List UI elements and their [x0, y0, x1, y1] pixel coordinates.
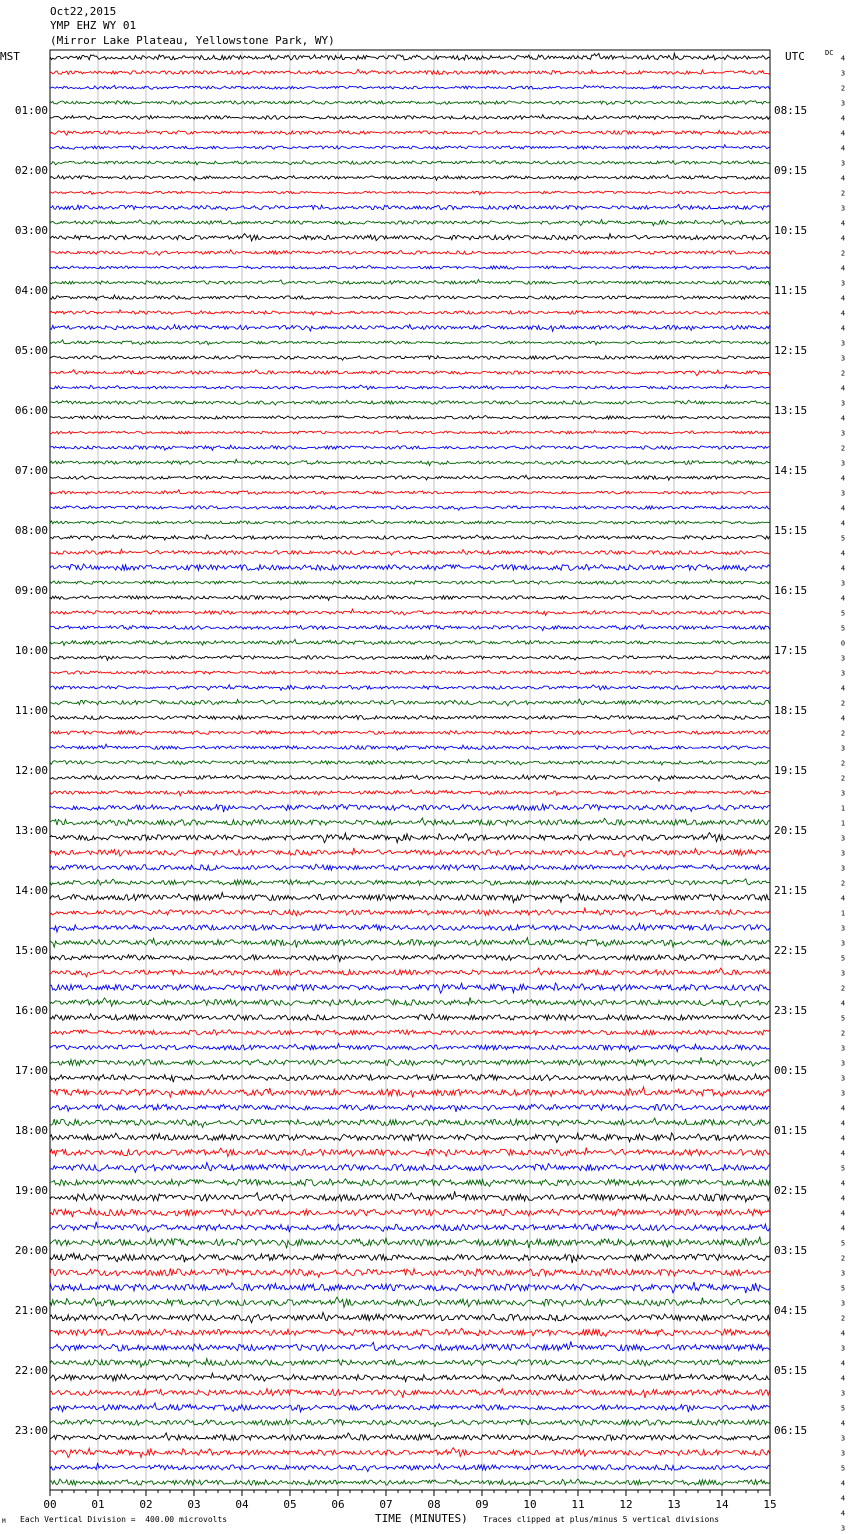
- trace-row: [50, 1282, 770, 1293]
- right-hour-label: 19:15: [774, 764, 808, 777]
- right-hour-label: 01:15: [774, 1124, 808, 1137]
- left-hour-label: 19:00: [14, 1184, 48, 1197]
- right-hour-label: 13:15: [774, 404, 808, 417]
- trace-row: [50, 699, 770, 706]
- trace-row: [50, 1118, 770, 1127]
- dc-offset-value: 3: [840, 834, 846, 843]
- trace-row: [50, 1359, 770, 1368]
- trace-row: [50, 564, 770, 571]
- left-hour-label: 14:00: [14, 884, 48, 897]
- left-hour-label: 16:00: [14, 1004, 48, 1017]
- right-hour-label: 14:15: [774, 464, 808, 477]
- trace-row: [50, 1389, 770, 1398]
- left-hour-label: 15:00: [14, 944, 48, 957]
- trace-row: [50, 1253, 770, 1263]
- dc-offset-value: 3: [840, 354, 846, 363]
- dc-offset-value: 4: [840, 1374, 846, 1383]
- trace-row: [50, 191, 770, 195]
- trace-row: [50, 908, 770, 916]
- trace-row: [50, 1222, 770, 1232]
- dc-offset-value: 5: [840, 1014, 846, 1023]
- dc-offset-value: 4: [840, 519, 846, 528]
- trace-row: [50, 804, 770, 812]
- trace-row: [50, 490, 770, 495]
- x-tick-label: 13: [667, 1498, 681, 1511]
- trace-row: [50, 938, 770, 948]
- left-hour-label: 13:00: [14, 824, 48, 837]
- left-hour-label: 18:00: [14, 1124, 48, 1137]
- trace-row: [50, 475, 770, 480]
- plot-frame: [50, 50, 770, 1490]
- trace-row: [50, 535, 770, 541]
- dc-offset-value: 3: [840, 459, 846, 468]
- dc-offset-value: 3: [840, 789, 846, 798]
- dc-offset-value: 4: [840, 384, 846, 393]
- left-hour-label: 07:00: [14, 464, 48, 477]
- trace-row: [50, 1420, 770, 1427]
- trace-row: [50, 385, 770, 390]
- right-hour-label: 18:15: [774, 704, 808, 717]
- left-hour-label: 06:00: [14, 404, 48, 417]
- x-tick-label: 00: [43, 1498, 57, 1511]
- station-code: YMP EHZ WY 01: [50, 19, 137, 32]
- dc-offset-value: 5: [840, 954, 846, 963]
- dc-offset-value: 3: [840, 864, 846, 873]
- dc-offset-value: 5: [840, 1464, 846, 1473]
- right-hour-label: 08:15: [774, 104, 808, 117]
- dc-offset-value: 4: [840, 1359, 846, 1368]
- dc-offset-value: 3: [840, 69, 846, 78]
- trace-row: [50, 685, 770, 691]
- dc-offset-value: 3: [840, 1449, 846, 1458]
- trace-row: [50, 506, 770, 510]
- dc-offset-value: 4: [840, 999, 846, 1008]
- left-hour-label: 10:00: [14, 644, 48, 657]
- x-tick-label: 03: [187, 1498, 201, 1511]
- trace-row: [50, 818, 770, 825]
- x-axis-title: TIME (MINUTES): [375, 1512, 468, 1525]
- dc-offset-value: 4: [840, 1104, 846, 1113]
- trace-row: [50, 864, 770, 870]
- dc-offset-value: 3: [840, 1524, 846, 1533]
- dc-offset-value: 2: [840, 774, 846, 783]
- trace-row: [50, 625, 770, 631]
- dc-offset-value: 5: [840, 1164, 846, 1173]
- right-hour-label: 11:15: [774, 284, 808, 297]
- dc-offset-value: 2: [840, 444, 846, 453]
- dc-offset-value: 4: [840, 264, 846, 273]
- trace-row: [50, 609, 770, 615]
- trace-row: [50, 1237, 770, 1248]
- trace-row: [50, 715, 770, 720]
- trace-row: [50, 356, 770, 361]
- dc-offset-value: 3: [840, 279, 846, 288]
- trace-row: [50, 204, 770, 210]
- right-hour-label: 10:15: [774, 224, 808, 237]
- dc-offset-value: 4: [840, 594, 846, 603]
- trace-row: [50, 580, 770, 585]
- trace-row: [50, 1014, 770, 1021]
- dc-offset-value: 3: [840, 924, 846, 933]
- dc-offset-value: 2: [840, 699, 846, 708]
- dc-offset-value: 5: [840, 1404, 846, 1413]
- dc-offset-value: 4: [840, 1494, 846, 1503]
- dc-offset-value: 3: [840, 1044, 846, 1053]
- trace-row: [50, 879, 770, 885]
- trace-row: [50, 445, 770, 450]
- trace-row: [50, 1268, 770, 1277]
- trace-row: [50, 549, 770, 555]
- trace-row: [50, 1373, 770, 1381]
- dc-offset-value: 2: [840, 1254, 846, 1263]
- dc-offset-value: 4: [840, 1179, 846, 1188]
- trace-row: [50, 670, 770, 674]
- dc-offset-value: 1: [840, 909, 846, 918]
- dc-offset-value: 3: [840, 849, 846, 858]
- left-hour-label: 21:00: [14, 1304, 48, 1317]
- trace-row: [50, 459, 770, 465]
- dc-offset-value: 4: [840, 174, 846, 183]
- x-tick-label: 15: [763, 1498, 777, 1511]
- dc-offset-value: 4: [840, 324, 846, 333]
- right-hour-label: 09:15: [774, 164, 808, 177]
- dc-offset-value: 4: [840, 714, 846, 723]
- dc-offset-value: 4: [840, 549, 846, 558]
- dc-offset-value: 2: [840, 1029, 846, 1038]
- right-hour-label: 21:15: [774, 884, 808, 897]
- right-hour-label: 16:15: [774, 584, 808, 597]
- right-hour-label: 15:15: [774, 524, 808, 537]
- trace-row: [50, 1104, 770, 1112]
- left-timezone-label: MST: [0, 50, 20, 63]
- plot-date: Oct22,2015: [50, 5, 117, 18]
- dc-offset-value: 4: [840, 1149, 846, 1158]
- trace-row: [50, 1133, 770, 1143]
- trace-row: [50, 520, 770, 524]
- trace-row: [50, 1179, 770, 1187]
- trace-row: [50, 101, 770, 105]
- dc-offset-value: 4: [840, 1329, 846, 1338]
- dc-offset-value: 4: [840, 1479, 846, 1488]
- dc-offset-value: 3: [840, 204, 846, 213]
- dc-offset-value: 4: [840, 1224, 846, 1233]
- dc-offset-value: 5: [840, 1239, 846, 1248]
- dc-offset-value: 5: [840, 1284, 846, 1293]
- x-tick-label: 11: [571, 1498, 585, 1511]
- dc-offset-value: 3: [840, 1074, 846, 1083]
- dc-offset-value: 0: [840, 639, 846, 648]
- trace-row: [50, 1433, 770, 1441]
- trace-row: [50, 145, 770, 150]
- left-hour-label: 23:00: [14, 1424, 48, 1437]
- x-tick-label: 01: [91, 1498, 105, 1511]
- station-location: (Mirror Lake Plateau, Yellowstone Park, WY): [50, 34, 335, 47]
- trace-row: [50, 656, 770, 661]
- trace-row: [50, 983, 770, 993]
- dc-column-label: DC: [825, 49, 834, 57]
- dc-offset-value: 3: [840, 939, 846, 948]
- left-hour-label: 17:00: [14, 1064, 48, 1077]
- dc-offset-value: 5: [840, 534, 846, 543]
- left-hour-label: 02:00: [14, 164, 48, 177]
- dc-offset-value: 3: [840, 489, 846, 498]
- trace-row: [50, 1448, 770, 1458]
- dc-offset-value: 1: [840, 819, 846, 828]
- trace-row: [50, 1030, 770, 1036]
- trace-row: [50, 1328, 770, 1336]
- trace-row: [50, 955, 770, 962]
- right-hour-label: 05:15: [774, 1364, 808, 1377]
- trace-row: [50, 280, 770, 286]
- dc-offset-value: 2: [840, 1314, 846, 1323]
- dc-offset-value: 2: [840, 249, 846, 258]
- dc-offset-value: 4: [840, 54, 846, 63]
- left-hour-label: 08:00: [14, 524, 48, 537]
- trace-row: [50, 53, 770, 60]
- trace-row: [50, 1163, 770, 1173]
- dc-offset-value: 4: [840, 114, 846, 123]
- trace-row: [50, 1209, 770, 1218]
- dc-offset-value: 4: [840, 564, 846, 573]
- dc-offset-value: 4: [840, 504, 846, 513]
- trace-row: [50, 1044, 770, 1052]
- trace-row: [50, 161, 770, 165]
- x-tick-label: 14: [715, 1498, 729, 1511]
- trace-row: [50, 639, 770, 645]
- dc-offset-value: 4: [840, 1209, 846, 1218]
- dc-offset-value: 4: [840, 414, 846, 423]
- trace-row: [50, 1074, 770, 1082]
- x-tick-label: 12: [619, 1498, 633, 1511]
- trace-row: [50, 340, 770, 345]
- left-hour-label: 01:00: [14, 104, 48, 117]
- dc-offset-value: 2: [840, 84, 846, 93]
- dc-offset-value: 1: [840, 804, 846, 813]
- x-tick-label: 05: [283, 1498, 297, 1511]
- trace-row: [50, 295, 770, 300]
- dc-offset-value: 3: [840, 99, 846, 108]
- trace-row: [50, 115, 770, 120]
- dc-offset-value: 3: [840, 1089, 846, 1098]
- trace-row: [50, 1403, 770, 1412]
- right-hour-label: 06:15: [774, 1424, 808, 1437]
- dc-offset-value: 3: [840, 1389, 846, 1398]
- dc-offset-value: 3: [840, 669, 846, 678]
- dc-offset-value: 3: [840, 399, 846, 408]
- right-hour-label: 03:15: [774, 1244, 808, 1257]
- dc-offset-value: 3: [840, 159, 846, 168]
- trace-row: [50, 250, 770, 255]
- trace-row: [50, 234, 770, 241]
- trace-row: [50, 130, 770, 135]
- left-hour-label: 05:00: [14, 344, 48, 357]
- trace-row: [50, 370, 770, 376]
- right-timezone-label: UTC: [785, 50, 805, 63]
- trace-row: [50, 310, 770, 315]
- dc-offset-value: 5: [840, 624, 846, 633]
- trace-row: [50, 596, 770, 601]
- dc-offset-value: 4: [840, 1509, 846, 1518]
- dc-offset-value: 2: [840, 189, 846, 198]
- dc-offset-value: 5: [840, 609, 846, 618]
- trace-row: [50, 175, 770, 180]
- trace-row: [50, 69, 770, 74]
- dc-offset-value: 4: [840, 1194, 846, 1203]
- trace-row: [50, 968, 770, 977]
- footer-mark: M: [2, 1518, 6, 1525]
- left-hour-label: 22:00: [14, 1364, 48, 1377]
- trace-row: [50, 924, 770, 932]
- dc-offset-value: 2: [840, 369, 846, 378]
- dc-offset-value: 4: [840, 684, 846, 693]
- trace-row: [50, 744, 770, 750]
- dc-offset-value: 3: [840, 1269, 846, 1278]
- left-hour-label: 09:00: [14, 584, 48, 597]
- trace-row: [50, 997, 770, 1006]
- dc-offset-value: 4: [840, 1419, 846, 1428]
- trace-row: [50, 1479, 770, 1485]
- right-hour-label: 04:15: [774, 1304, 808, 1317]
- dc-offset-value: 2: [840, 759, 846, 768]
- x-tick-label: 10: [523, 1498, 537, 1511]
- dc-offset-value: 3: [840, 429, 846, 438]
- x-tick-label: 06: [331, 1498, 345, 1511]
- dc-offset-value: 3: [840, 969, 846, 978]
- vertical-division-note: Each Vertical Division = 400.00 microvolts: [20, 1515, 228, 1524]
- left-hour-label: 12:00: [14, 764, 48, 777]
- x-tick-label: 02: [139, 1498, 153, 1511]
- trace-row: [50, 760, 770, 766]
- clipping-note: Traces clipped at plus/minus 5 vertical divisions: [483, 1515, 720, 1524]
- x-tick-label: 07: [379, 1498, 393, 1511]
- dc-offset-value: 3: [840, 1344, 846, 1353]
- trace-row: [50, 1148, 770, 1157]
- dc-offset-value: 4: [840, 474, 846, 483]
- trace-row: [50, 416, 770, 420]
- dc-offset-value: 3: [840, 1059, 846, 1068]
- dc-offset-value: 3: [840, 579, 846, 588]
- trace-row: [50, 775, 770, 781]
- trace-row: [50, 790, 770, 796]
- trace-row: [50, 1463, 770, 1472]
- dc-offset-value: 4: [840, 894, 846, 903]
- dc-offset-value: 3: [840, 339, 846, 348]
- left-hour-label: 20:00: [14, 1244, 48, 1257]
- right-hour-label: 22:15: [774, 944, 808, 957]
- right-hour-label: 20:15: [774, 824, 808, 837]
- dc-offset-value: 3: [840, 654, 846, 663]
- trace-row: [50, 1087, 770, 1098]
- dc-offset-value: 4: [840, 309, 846, 318]
- dc-offset-value: 3: [840, 1434, 846, 1443]
- x-tick-label: 08: [427, 1498, 441, 1511]
- left-hour-label: 04:00: [14, 284, 48, 297]
- trace-row: [50, 1312, 770, 1322]
- trace-row: [50, 400, 770, 405]
- trace-row: [50, 893, 770, 903]
- dc-offset-value: 4: [840, 144, 846, 153]
- left-hour-label: 11:00: [14, 704, 48, 717]
- dc-offset-value: 4: [840, 234, 846, 243]
- dc-offset-value: 3: [840, 744, 846, 753]
- right-hour-label: 23:15: [774, 1004, 808, 1017]
- dc-offset-value: 2: [840, 984, 846, 993]
- x-tick-label: 09: [475, 1498, 489, 1511]
- trace-row: [50, 1191, 770, 1202]
- dc-offset-value: 4: [840, 129, 846, 138]
- right-hour-label: 00:15: [774, 1064, 808, 1077]
- trace-row: [50, 1297, 770, 1307]
- x-tick-label: 04: [235, 1498, 249, 1511]
- dc-offset-value: 4: [840, 219, 846, 228]
- trace-row: [50, 833, 770, 843]
- dc-offset-value: 4: [840, 1134, 846, 1143]
- dc-offset-value: 2: [840, 879, 846, 888]
- left-hour-label: 03:00: [14, 224, 48, 237]
- dc-offset-value: 4: [840, 294, 846, 303]
- dc-offset-value: 2: [840, 729, 846, 738]
- trace-row: [50, 325, 770, 332]
- right-hour-label: 02:15: [774, 1184, 808, 1197]
- trace-row: [50, 85, 770, 89]
- right-hour-label: 12:15: [774, 344, 808, 357]
- trace-row: [50, 220, 770, 226]
- trace-row: [50, 1057, 770, 1066]
- trace-row: [50, 848, 770, 857]
- dc-offset-value: 3: [840, 1299, 846, 1308]
- trace-row: [50, 1341, 770, 1351]
- trace-row: [50, 266, 770, 270]
- trace-row: [50, 730, 770, 735]
- trace-row: [50, 430, 770, 434]
- dc-offset-value: 4: [840, 1119, 846, 1128]
- right-hour-label: 17:15: [774, 644, 808, 657]
